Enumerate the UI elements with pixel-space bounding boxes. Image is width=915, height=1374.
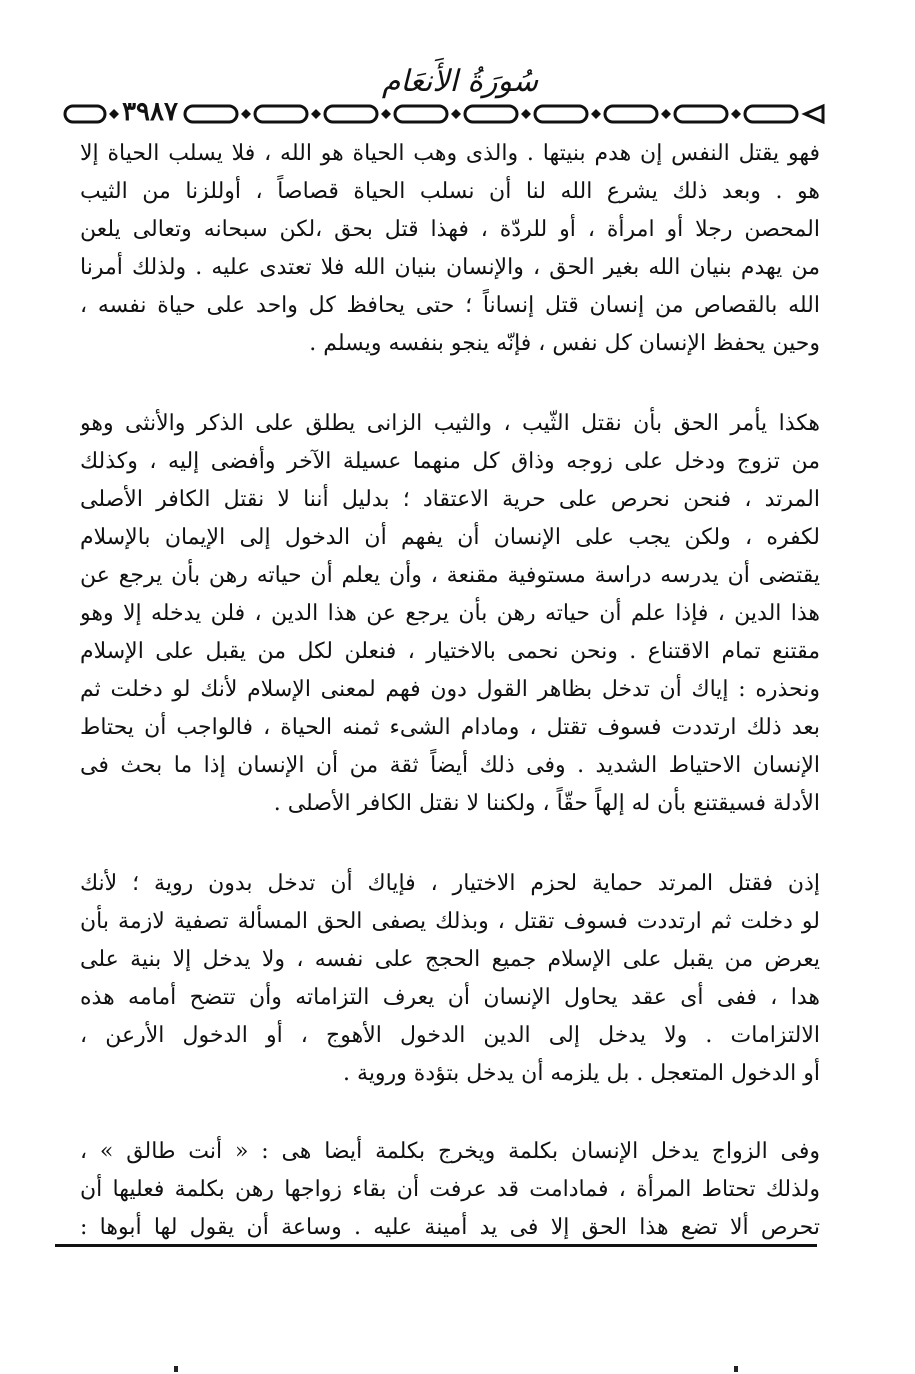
text-line: المرتد ، فنحن نحرص على حرية الاعتقاد ؛ بدليل أننا لا نقتل الكافر الأصلى xyxy=(80,487,820,512)
paragraph-2 xyxy=(80,405,820,823)
text-line: مقتنع تمام الاقتناع . ونحن نحمى بالاختيار ، فنعلن لكل من يقبل على الإسلام xyxy=(80,639,820,664)
scan-speck xyxy=(174,1366,178,1372)
text-line: من تزوج ودخل على زوجه وذاق كل منهما عسيلة الآخر وأفضى إليه ، وكذلك xyxy=(80,449,820,474)
text-line: يقتضى أن يدرسه دراسة مستوفية مقنعة ، وأن يعلم أن حياته رهن بأن يرجع عن xyxy=(80,563,820,588)
text-line: فهو يقتل النفس إن هدم بنيتها . والذى وهب الحياة هو الله ، فلا يسلب الحياة إلا xyxy=(80,141,820,166)
page-body xyxy=(80,135,820,1247)
paragraph-gap xyxy=(80,1093,820,1133)
page-number: ٣٩٨٧ xyxy=(122,97,178,127)
text-line: تحرص ألا تضع هذا الحق إلا فى يد أمينة عليه . وساعة أن يقول لها أبوها : xyxy=(80,1215,820,1240)
surah-title: سُورَةُ الأَنعَام xyxy=(381,64,539,99)
text-line: الله بالقصاص من إنسان قتل إنساناً ؛ حتى يحافظ كل واحد على حياة نفسه ، xyxy=(80,293,820,318)
text-line: وفى الزواج يدخل الإنسان بكلمة ويخرج بكلمة أيضا هى : « أنت طالق » ، xyxy=(80,1139,820,1164)
page-header xyxy=(0,0,915,140)
text-line: يعرض من يقبل على الإسلام جميع الحجج على نفسه ، ولا يدخل إلا بنية على xyxy=(80,947,820,972)
text-line: هدا ، ففى أى عقد يحاول الإنسان أن يعرف التزاماته وأن تتضح أمامه هذه xyxy=(80,985,820,1010)
paragraph-4 xyxy=(80,1133,820,1247)
text-line: الأدلة فسيقتنع بأن له إلهاً حقّاً ، ولكننا لا نقتل الكافر الأصلى . xyxy=(273,791,820,816)
footer-rule xyxy=(55,1244,817,1247)
text-line: ونحذره : إياك أن تدخل بظاهر القول دون فهم لمعنى الإسلام لأنك لو دخلت ثم xyxy=(80,677,820,702)
text-line: هكذا يأمر الحق بأن نقتل الثّيب ، والثيب الزانى يطلق على الذكر والأنثى وهو xyxy=(80,411,820,436)
paragraph-3 xyxy=(80,865,820,1093)
text-line: الإنسان الاحتياط الشديد . وفى ذلك أيضاً ثقة من أن الإنسان إذا ما بحث فى xyxy=(80,753,820,778)
text-line: وحين يحفظ الإنسان كل نفس ، فإنّه ينجو بنفسه ويسلم . xyxy=(309,331,820,356)
text-line: المحصن رجلا أو امرأة ، أو للردّة ، فهذا قتل بحق ،لكن سبحانه وتعالى يلعن xyxy=(80,217,820,242)
text-line: أو الدخول المتعجل . بل يلزمه أن يدخل بتؤدة وروية . xyxy=(343,1061,820,1086)
text-line: لو دخلت ثم ارتددت فسوف تقتل ، وبذلك يصفى الحق المسألة تصفية لازمة بأن xyxy=(80,909,820,934)
text-line: بعد ذلك ارتددت فسوف تقتل ، ومادام الشىء ثمنه الحياة ، فالواجب أن يحتاط xyxy=(80,715,820,740)
text-line: الالتزامات . ولا يدخل إلى الدين الدخول الأهوج ، أو الدخول الأرعن ، xyxy=(80,1023,820,1048)
text-line: هذا الدين ، فإذا علم أن حياته رهن بأن يرجع عن هذا الدين ، فلن يدخله إلا وهو xyxy=(80,601,820,626)
text-line: من يهدم بنيان الله بغير الحق ، والإنسان بنيان الله فلا تعتدى عليه . ولذلك أمرنا xyxy=(80,255,820,280)
paragraph-gap xyxy=(80,363,820,405)
text-line: هو . وبعد ذلك يشرع الله لنا أن نسلب الحياة قصاصاً ، أوللزنا من الثيب xyxy=(80,179,820,204)
paragraph-1 xyxy=(80,135,820,363)
scan-speck xyxy=(734,1366,738,1372)
text-line: ولذلك تحتاط المرأة ، فمادامت قد عرفت أن بقاء زواجها رهن بكلمة فعليها أن xyxy=(80,1177,820,1202)
text-line: إذن فقتل المرتد حماية لحزم الاختيار ، فإياك أن تدخل بدون روية ؛ لأنك xyxy=(80,871,820,896)
text-line: لكفره ، ولكن يجب على الإنسان أن يفهم أن الدخول إلى الإيمان بالإسلام xyxy=(80,525,820,550)
paragraph-gap xyxy=(80,823,820,865)
